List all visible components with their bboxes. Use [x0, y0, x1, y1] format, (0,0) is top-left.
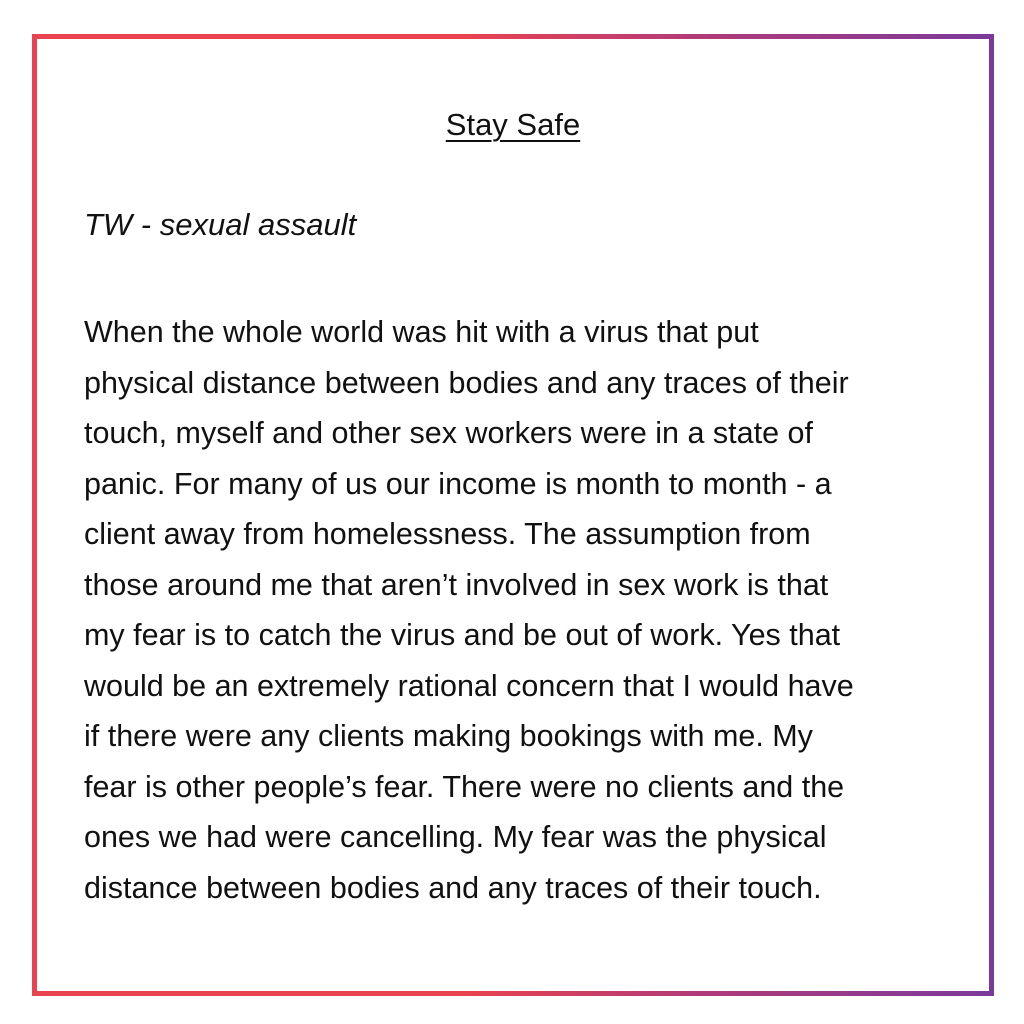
body-line: touch, myself and other sex workers were in a state of [84, 416, 813, 450]
content-area [37, 39, 989, 991]
trigger-warning: TW - sexual assault [84, 207, 357, 242]
body-line: When the whole world was hit with a virus that put [84, 315, 759, 349]
body-line: distance between bodies and any traces of their touch. [84, 870, 822, 905]
page-title: Stay Safe [445, 107, 581, 142]
body-line: those around me that aren’t involved in sex work is that [84, 567, 829, 602]
body-line: would be an extremely rational concern that I would have [84, 668, 854, 703]
body-line: panic. For many of us our income is month to month - a [84, 466, 832, 501]
body-line: ones we had were cancelling. My fear was the physical [84, 820, 827, 854]
body-line: if there were any clients making bookings with me. My [84, 719, 813, 753]
body-line: fear is other people’s fear. There were no clients and the [84, 769, 845, 804]
body-line: client away from homelessness. The assumption from [84, 517, 811, 551]
body-line: my fear is to catch the virus and be out of work. Yes that [84, 618, 841, 652]
body-text [84, 307, 964, 913]
body-line: physical distance between bodies and any traces of their [84, 365, 849, 400]
gradient-border-frame [32, 34, 994, 996]
